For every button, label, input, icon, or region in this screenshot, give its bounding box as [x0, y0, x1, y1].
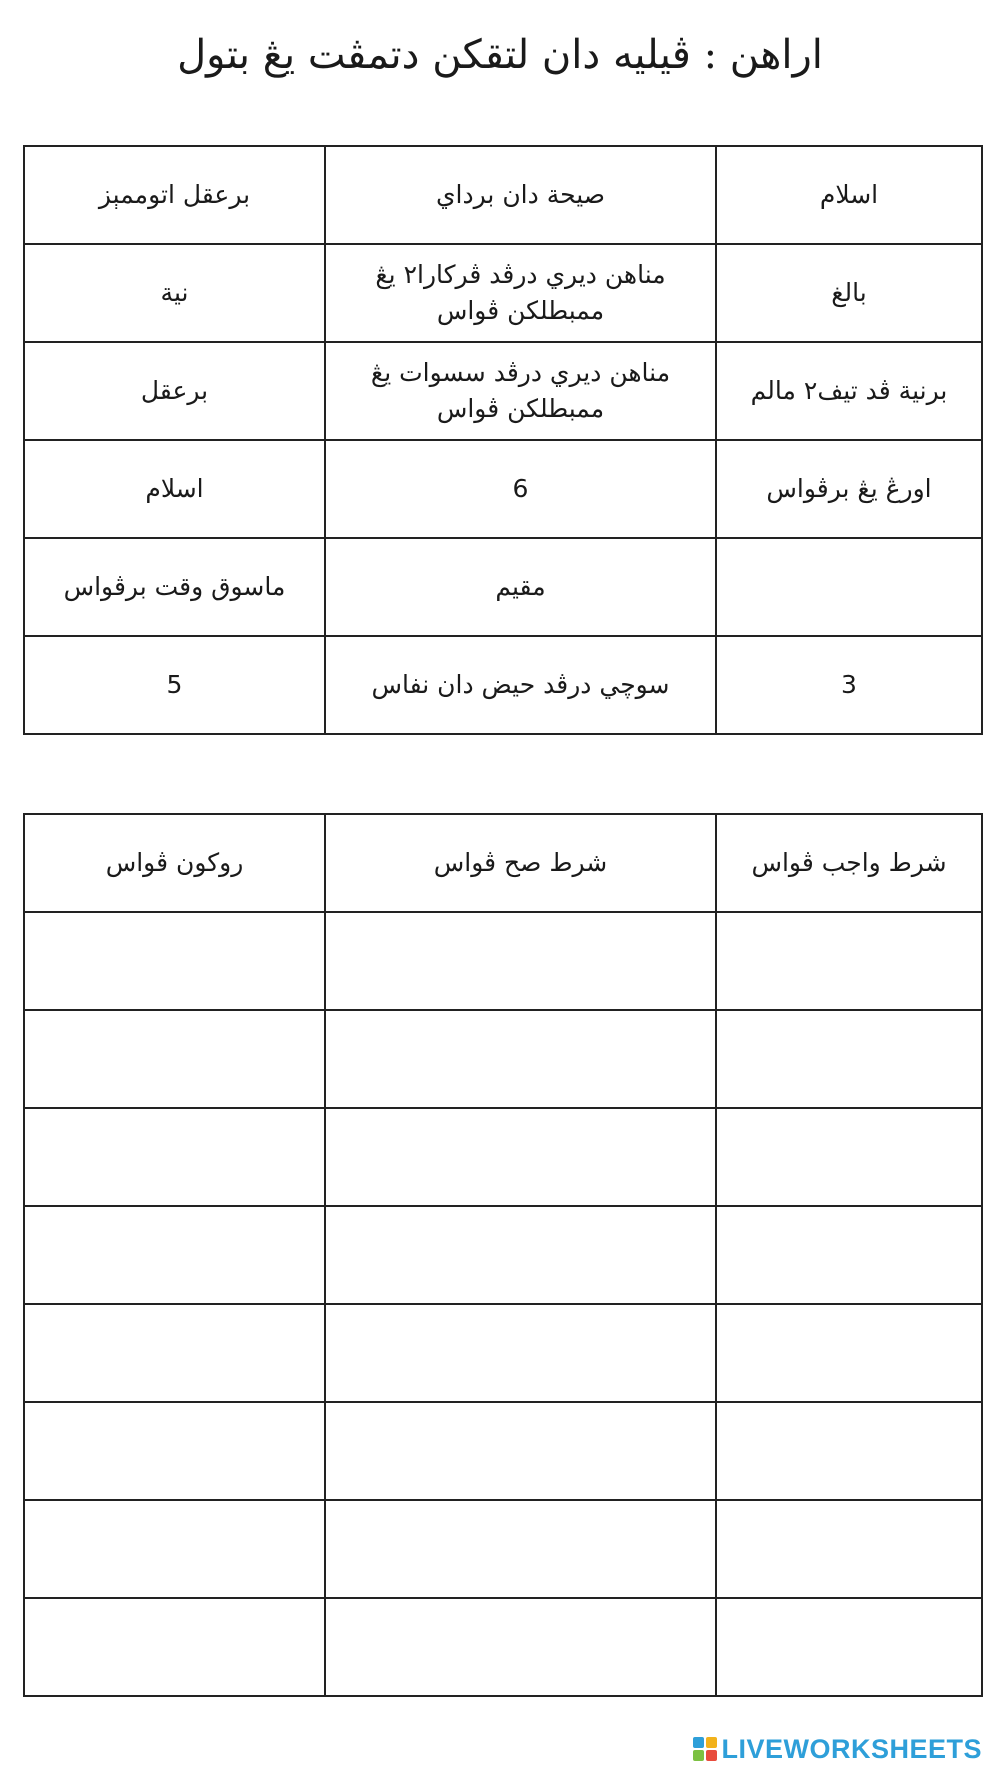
answer-grid-row: [24, 1598, 982, 1696]
answer-bank-row: [24, 244, 982, 342]
answer-bank-cell: اسلام: [716, 146, 982, 244]
answer-bank-row: [24, 440, 982, 538]
answer-drop-cell[interactable]: [24, 1304, 325, 1402]
answer-bank-cell: صيحة دان برداي: [325, 146, 716, 244]
answer-bank-cell: مقيم: [325, 538, 716, 636]
answer-drop-cell[interactable]: [325, 1598, 716, 1696]
answer-drop-cell[interactable]: [716, 1010, 982, 1108]
answer-grid-row: [24, 1402, 982, 1500]
answer-drop-cell[interactable]: [325, 1402, 716, 1500]
logo-text: LIVEWORKSHEETS: [721, 1733, 982, 1764]
answer-drop-cell[interactable]: [325, 1500, 716, 1598]
answer-drop-cell[interactable]: [24, 1206, 325, 1304]
answer-drop-cell[interactable]: [716, 1500, 982, 1598]
answer-bank-cell: نية: [24, 244, 325, 342]
answer-bank-cell: برعقل اتوممېز: [24, 146, 325, 244]
answer-bank-cell: برنية ڤد تيف٢ مالم: [716, 342, 982, 440]
answer-bank-row: [24, 636, 982, 734]
header-syarat-sah-puasa: شرط صح ڤواس: [325, 814, 716, 912]
answer-grid-header-row: [24, 814, 982, 912]
answer-bank-table: [23, 145, 983, 735]
liveworksheets-logo: [693, 1734, 982, 1764]
answer-drop-cell[interactable]: [716, 912, 982, 1010]
answer-grid-row: [24, 1010, 982, 1108]
answer-drop-cell[interactable]: [24, 1108, 325, 1206]
answer-bank-cell: اورڠ يڠ برڤواس: [716, 440, 982, 538]
answer-bank-cell: 6: [325, 440, 716, 538]
answer-drop-cell[interactable]: [24, 1010, 325, 1108]
answer-bank-cell: ماسوق وقت برڤواس: [24, 538, 325, 636]
worksheet-title: اراهن : ڤيليه دان لتقكن دتمڤت يڠ بتول: [177, 32, 823, 78]
answer-grid-row: [24, 1500, 982, 1598]
answer-drop-cell[interactable]: [325, 1206, 716, 1304]
answer-drop-cell[interactable]: [716, 1402, 982, 1500]
answer-bank-cell: مناهن ديري درڤد سسوات يڠ ممبطلكن ڤواس: [325, 342, 716, 440]
answer-drop-cell[interactable]: [325, 1108, 716, 1206]
answer-grid-row: [24, 912, 982, 1010]
answer-drop-cell[interactable]: [24, 1402, 325, 1500]
logo-square: [693, 1750, 704, 1761]
logo-square: [706, 1737, 717, 1748]
logo-square: [706, 1750, 717, 1761]
answer-drop-cell[interactable]: [325, 912, 716, 1010]
answer-drop-cell[interactable]: [716, 1304, 982, 1402]
answer-drop-cell[interactable]: [716, 1108, 982, 1206]
liveworksheets-logo-icon: [693, 1737, 717, 1761]
answer-drop-cell[interactable]: [325, 1010, 716, 1108]
answer-bank-cell: سوچي درڤد حيض دان نفاس: [325, 636, 716, 734]
answer-bank-row: [24, 538, 982, 636]
header-rukun-puasa: روكون ڤواس: [24, 814, 325, 912]
answer-drop-cell[interactable]: [716, 1598, 982, 1696]
logo-square: [693, 1737, 704, 1748]
answer-bank-cell: مناهن ديري درڤد ڤركارا٢ يڠ ممبطلكن ڤواس: [325, 244, 716, 342]
answer-grid-row: [24, 1108, 982, 1206]
answer-bank-row: [24, 146, 982, 244]
answer-drop-cell[interactable]: [24, 1598, 325, 1696]
answer-drop-cell[interactable]: [325, 1304, 716, 1402]
header-syarat-wajib-puasa: شرط واجب ڤواس: [716, 814, 982, 912]
answer-bank-cell: 5: [24, 636, 325, 734]
answer-grid-row: [24, 1206, 982, 1304]
answer-bank-cell: اسلام: [24, 440, 325, 538]
answer-bank-cell: [716, 538, 982, 636]
answer-drop-cell[interactable]: [24, 912, 325, 1010]
answer-bank-cell: 3: [716, 636, 982, 734]
answer-drop-cell[interactable]: [716, 1206, 982, 1304]
answer-bank-cell: بالغ: [716, 244, 982, 342]
answer-drop-cell[interactable]: [24, 1500, 325, 1598]
answer-bank-row: [24, 342, 982, 440]
answer-grid-row: [24, 1304, 982, 1402]
answer-grid-table: [23, 813, 983, 1697]
answer-bank-cell: برعقل: [24, 342, 325, 440]
